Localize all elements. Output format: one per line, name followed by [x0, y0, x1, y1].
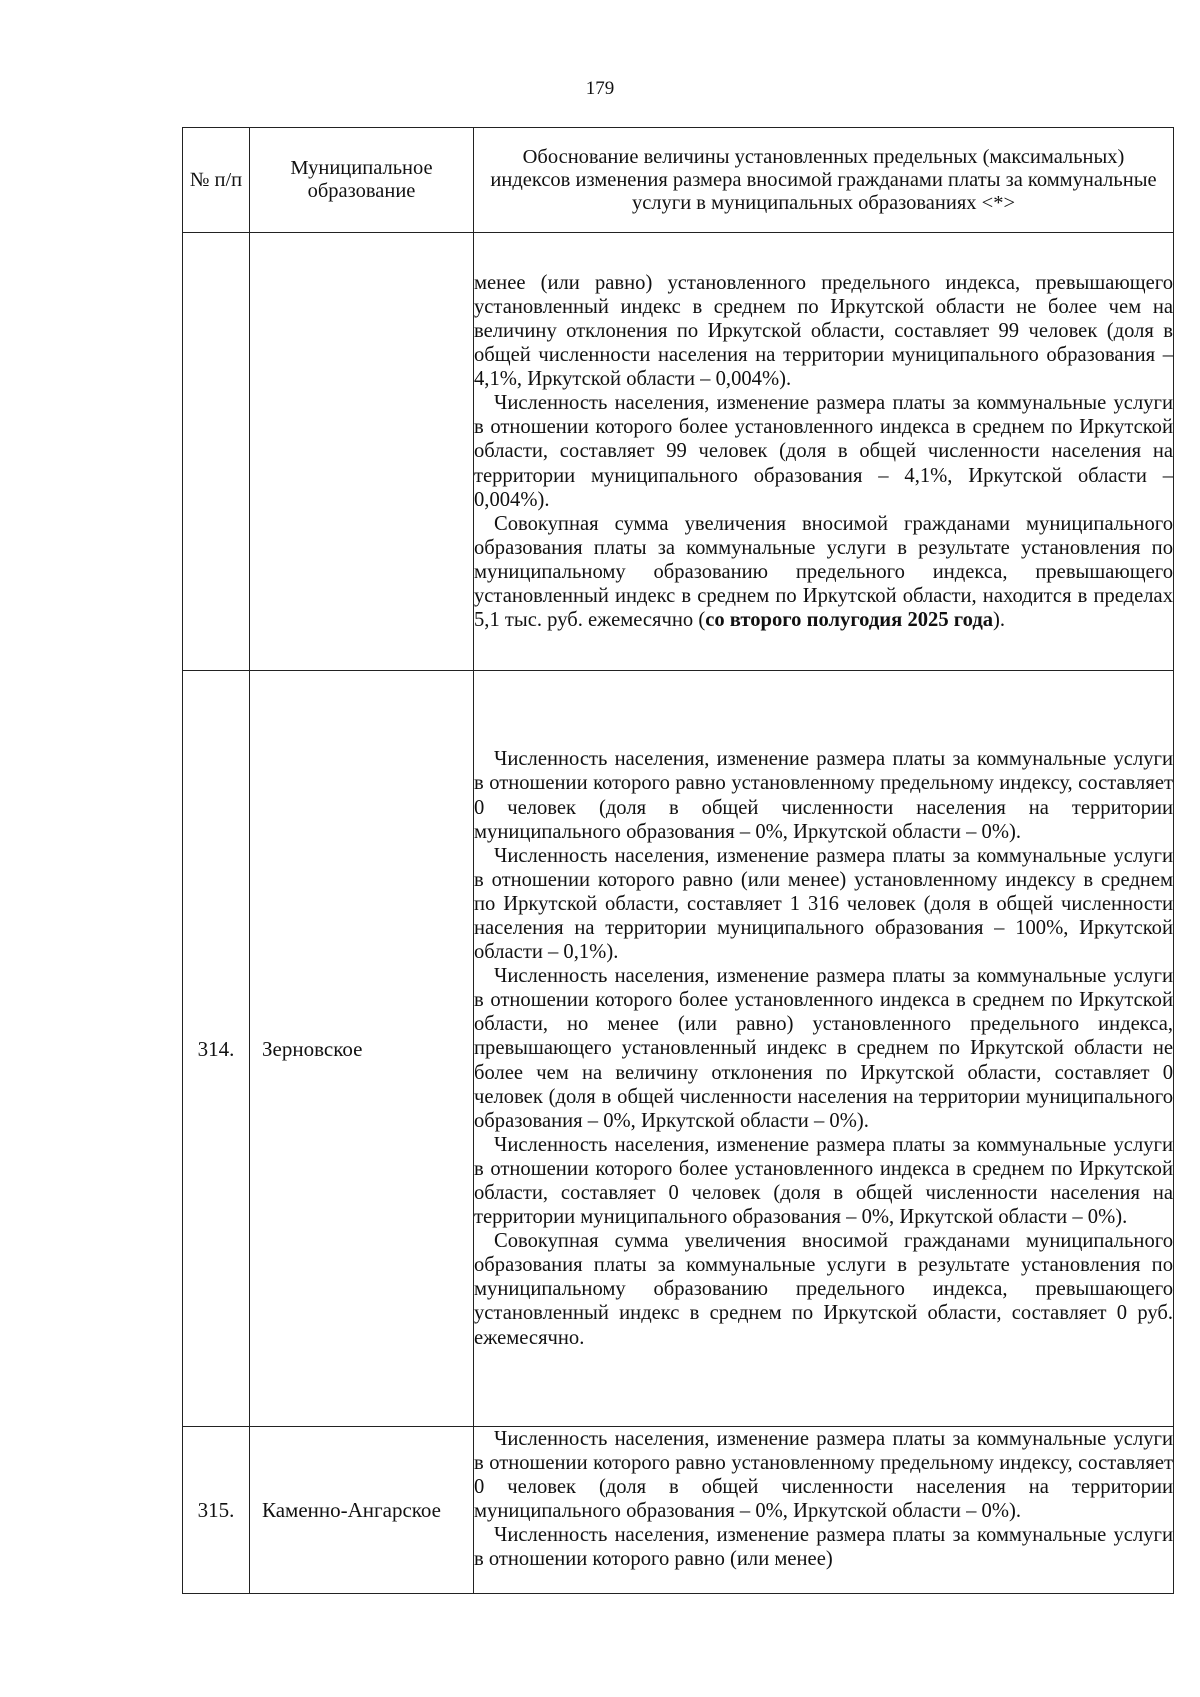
row-number: 314. [183, 671, 250, 1427]
paragraph-text: Совокупная сумма увеличения вносимой гражданами муниципального образования платы за коммунальные услуги в результате установления по муниципальному образованию предельного индекса, превышающего установленный индекс в среднем по Иркутской области, находится в пределах 5,1 тыс. руб. ежемесячно ( [474, 512, 1173, 632]
justification-cell [474, 671, 1174, 1427]
page-number: 179 [585, 78, 615, 99]
justification-paragraph [474, 512, 1173, 632]
header-municipality: Муниципальное образование [250, 128, 474, 233]
municipality-name: Зерновское [250, 671, 474, 1427]
justification-cell [474, 233, 1174, 671]
period-emphasis: со второго полугодия 2025 года [705, 609, 994, 632]
justification-paragraph: Численность населения, изменение размера платы за коммунальные услуги в отношении которого равно (или менее) установленному индексу в среднем по Иркутской области, составляет 1 316 человек (доля в общей численности населения на территории муниципального образования – 100%, Иркутской области – 0,1%). [474, 844, 1173, 964]
justification-paragraph: Численность населения, изменение размера платы за коммунальные услуги в отношении которого более установленного индекса в среднем по Иркутской области, составляет 0 человек (доля в общей численности населения на территории муниципального образования – 0%, Иркутской области – 0%). [474, 1133, 1173, 1229]
indices-justification-table [182, 127, 1174, 1594]
row-number [183, 233, 250, 671]
municipality-name [250, 233, 474, 671]
paragraph-end: ). [993, 609, 1006, 632]
justification-paragraph: Численность населения, изменение размера платы за коммунальные услуги в отношении которого равно установленному предельному индексу, составляет 0 человек (доля в общей численности населения на территории муниципального образования – 0%, Иркутской области – 0%). [474, 1428, 1173, 1523]
justification-paragraph: Численность населения, изменение размера платы за коммунальные услуги в отношении которого более установленного индекса в среднем по Иркутской области, составляет 99 человек (доля в общей численности населения на территории муниципального образования – 4,1%, Иркутской области – 0,004%). [474, 392, 1173, 511]
table-row [183, 1427, 1174, 1594]
header-number: № п/п [183, 128, 250, 233]
municipality-name: Каменно-Ангарское [250, 1427, 474, 1594]
table-row [183, 671, 1174, 1427]
table-header-row [183, 128, 1174, 233]
table-row [183, 233, 1174, 671]
justification-paragraph: Численность населения, изменение размера платы за коммунальные услуги в отношении которого равно установленному предельному индексу, составляет 0 человек (доля в общей численности населения на территории муниципального образования – 0%, Иркутской области – 0%). [474, 748, 1173, 843]
justification-cell [474, 1427, 1174, 1594]
row-number: 315. [183, 1427, 250, 1594]
justification-paragraph: Численность населения, изменение размера платы за коммунальные услуги в отношении которого более установленного индекса в среднем по Иркутской области, но менее (или равно) установленного предельного индекса, превышающего установленный индекс в среднем по Иркутской области не более чем на величину отклонения по Иркутской области, составляет 0 человек (доля в общей численности населения на территории муниципального образования – 0%, Иркутской области – 0%). [474, 965, 1173, 1132]
justification-paragraph: Совокупная сумма увеличения вносимой гражданами муниципального образования платы за коммунальные услуги в результате установления по муниципальному образованию предельного индекса, превышающего установленный индекс в среднем по Иркутской области, составляет 0 руб. ежемесячно. [474, 1230, 1173, 1349]
justification-paragraph: менее (или равно) установленного предельного индекса, превышающего установленный индекс в среднем по Иркутской области не более чем на величину отклонения по Иркутской области, составляет 99 человек (доля в общей численности населения на территории муниципального образования – 4,1%, Иркутской области – 0,004%). [474, 271, 1173, 391]
header-justification: Обоснование величины установленных предельных (максимальных) индексов изменения размера вносимой гражданами платы за коммунальные услуги в муниципальных образованиях <*> [474, 128, 1174, 233]
justification-paragraph: Численность населения, изменение размера платы за коммунальные услуги в отношении которого равно (или менее) [474, 1524, 1173, 1571]
